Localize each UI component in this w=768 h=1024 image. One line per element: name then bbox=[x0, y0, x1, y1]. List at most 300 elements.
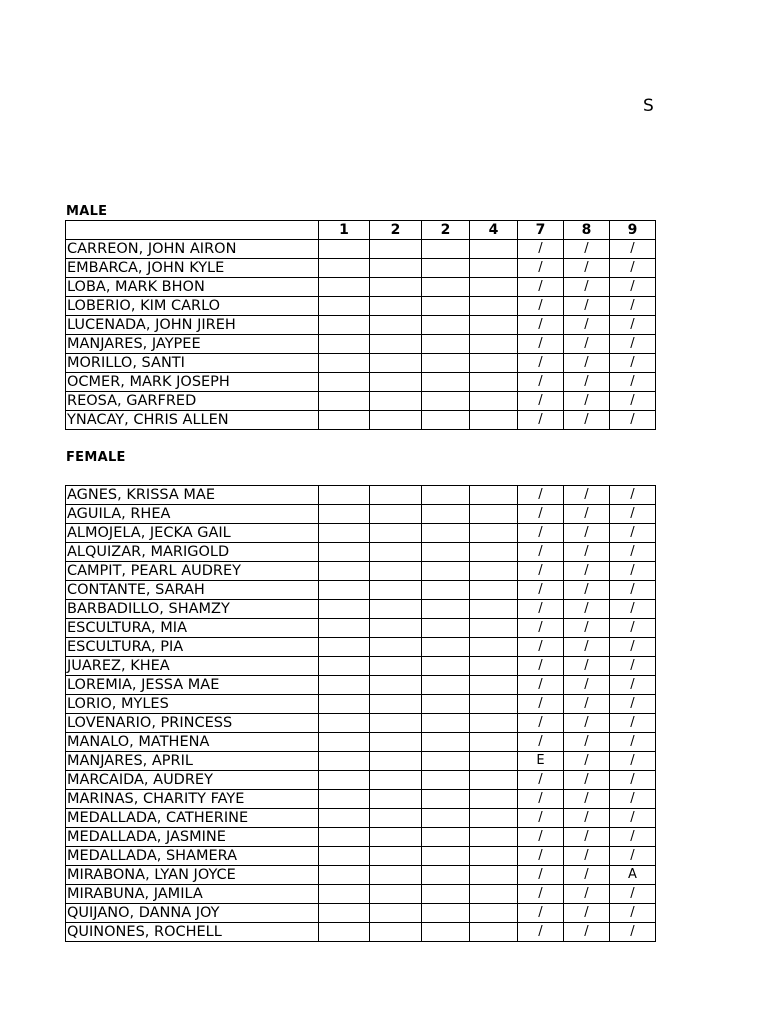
column-header: 1 bbox=[319, 221, 370, 240]
female-section-title: FEMALE bbox=[66, 450, 126, 465]
attendance-mark bbox=[470, 486, 518, 505]
attendance-mark: / bbox=[610, 790, 656, 809]
attendance-mark bbox=[422, 354, 470, 373]
attendance-mark bbox=[319, 505, 370, 524]
attendance-mark bbox=[319, 923, 370, 942]
attendance-mark bbox=[370, 411, 422, 430]
attendance-mark: / bbox=[610, 411, 656, 430]
student-name: AGNES, KRISSA MAE bbox=[66, 486, 319, 505]
attendance-mark bbox=[370, 904, 422, 923]
attendance-mark bbox=[319, 259, 370, 278]
student-name: CAMPIT, PEARL AUDREY bbox=[66, 562, 319, 581]
attendance-mark bbox=[370, 752, 422, 771]
attendance-mark bbox=[470, 676, 518, 695]
attendance-mark bbox=[422, 562, 470, 581]
attendance-mark bbox=[319, 562, 370, 581]
table-row bbox=[66, 505, 656, 524]
student-name: ESCULTURA, PIA bbox=[66, 638, 319, 657]
attendance-mark bbox=[422, 543, 470, 562]
attendance-mark: / bbox=[610, 335, 656, 354]
attendance-mark bbox=[470, 847, 518, 866]
attendance-mark bbox=[370, 335, 422, 354]
attendance-mark: / bbox=[564, 240, 610, 259]
attendance-mark bbox=[370, 885, 422, 904]
attendance-mark: / bbox=[518, 619, 564, 638]
male-attendance-table bbox=[65, 220, 656, 430]
table-row bbox=[66, 638, 656, 657]
male-section-title: MALE bbox=[66, 204, 108, 219]
attendance-mark: / bbox=[564, 676, 610, 695]
attendance-mark bbox=[422, 297, 470, 316]
attendance-mark: / bbox=[564, 562, 610, 581]
attendance-mark bbox=[319, 411, 370, 430]
attendance-mark bbox=[422, 866, 470, 885]
attendance-mark: / bbox=[518, 714, 564, 733]
attendance-mark: / bbox=[564, 278, 610, 297]
attendance-mark bbox=[319, 866, 370, 885]
attendance-mark bbox=[422, 676, 470, 695]
attendance-mark bbox=[470, 904, 518, 923]
attendance-mark: / bbox=[610, 543, 656, 562]
attendance-mark: / bbox=[518, 885, 564, 904]
table-row bbox=[66, 676, 656, 695]
attendance-mark bbox=[319, 714, 370, 733]
attendance-mark bbox=[422, 847, 470, 866]
attendance-mark bbox=[319, 847, 370, 866]
attendance-mark bbox=[470, 771, 518, 790]
table-row bbox=[66, 790, 656, 809]
table-row bbox=[66, 847, 656, 866]
attendance-mark bbox=[370, 392, 422, 411]
attendance-mark: / bbox=[564, 790, 610, 809]
attendance-mark bbox=[422, 923, 470, 942]
name-column-header bbox=[66, 221, 319, 240]
table-row bbox=[66, 809, 656, 828]
column-header: 2 bbox=[422, 221, 470, 240]
table-row bbox=[66, 923, 656, 942]
attendance-mark: / bbox=[564, 847, 610, 866]
attendance-mark: / bbox=[564, 297, 610, 316]
attendance-mark: / bbox=[564, 866, 610, 885]
student-name: MEDALLADA, SHAMERA bbox=[66, 847, 319, 866]
table-row bbox=[66, 752, 656, 771]
attendance-mark bbox=[422, 790, 470, 809]
attendance-mark bbox=[319, 885, 370, 904]
attendance-mark: / bbox=[518, 524, 564, 543]
attendance-mark bbox=[319, 373, 370, 392]
table-row bbox=[66, 297, 656, 316]
attendance-mark bbox=[319, 828, 370, 847]
attendance-mark: / bbox=[518, 695, 564, 714]
attendance-mark bbox=[422, 373, 470, 392]
attendance-mark bbox=[370, 619, 422, 638]
table-row bbox=[66, 392, 656, 411]
attendance-mark bbox=[319, 790, 370, 809]
attendance-mark: / bbox=[610, 771, 656, 790]
attendance-mark bbox=[370, 638, 422, 657]
column-header: 9 bbox=[610, 221, 656, 240]
male-header-row bbox=[66, 221, 656, 240]
student-name: LOBERIO, KIM CARLO bbox=[66, 297, 319, 316]
attendance-mark bbox=[319, 354, 370, 373]
attendance-mark: / bbox=[518, 278, 564, 297]
table-row bbox=[66, 316, 656, 335]
attendance-mark bbox=[470, 505, 518, 524]
attendance-mark: A bbox=[610, 866, 656, 885]
attendance-mark: / bbox=[518, 809, 564, 828]
attendance-mark bbox=[319, 619, 370, 638]
attendance-mark bbox=[422, 335, 470, 354]
attendance-mark: / bbox=[564, 486, 610, 505]
attendance-mark bbox=[319, 392, 370, 411]
attendance-mark bbox=[422, 316, 470, 335]
attendance-mark bbox=[422, 259, 470, 278]
attendance-mark: / bbox=[518, 297, 564, 316]
attendance-mark bbox=[470, 278, 518, 297]
table-row bbox=[66, 657, 656, 676]
attendance-mark: / bbox=[518, 486, 564, 505]
attendance-mark bbox=[319, 240, 370, 259]
attendance-mark: / bbox=[518, 866, 564, 885]
table-row bbox=[66, 714, 656, 733]
attendance-mark: / bbox=[610, 676, 656, 695]
attendance-mark bbox=[470, 809, 518, 828]
attendance-mark bbox=[422, 505, 470, 524]
student-name: YNACAY, CHRIS ALLEN bbox=[66, 411, 319, 430]
attendance-mark bbox=[319, 733, 370, 752]
attendance-mark bbox=[470, 411, 518, 430]
attendance-mark: / bbox=[518, 828, 564, 847]
attendance-mark: / bbox=[610, 923, 656, 942]
attendance-mark bbox=[422, 828, 470, 847]
attendance-mark: / bbox=[610, 278, 656, 297]
attendance-mark bbox=[470, 297, 518, 316]
student-name: BARBADILLO, SHAMZY bbox=[66, 600, 319, 619]
attendance-mark: / bbox=[518, 335, 564, 354]
table-row bbox=[66, 581, 656, 600]
attendance-mark: / bbox=[518, 562, 564, 581]
student-name: MANALO, MATHENA bbox=[66, 733, 319, 752]
female-table-body bbox=[66, 486, 656, 942]
attendance-mark: / bbox=[518, 354, 564, 373]
table-row bbox=[66, 335, 656, 354]
attendance-mark: / bbox=[610, 657, 656, 676]
attendance-mark bbox=[422, 809, 470, 828]
attendance-mark: / bbox=[518, 411, 564, 430]
attendance-mark: / bbox=[518, 543, 564, 562]
attendance-mark bbox=[370, 316, 422, 335]
attendance-mark: / bbox=[564, 638, 610, 657]
table-row bbox=[66, 828, 656, 847]
attendance-mark bbox=[319, 524, 370, 543]
student-name: MEDALLADA, JASMINE bbox=[66, 828, 319, 847]
attendance-mark: / bbox=[564, 505, 610, 524]
attendance-mark: / bbox=[518, 923, 564, 942]
attendance-mark: / bbox=[610, 354, 656, 373]
attendance-mark bbox=[370, 828, 422, 847]
corner-letter: S bbox=[643, 96, 654, 116]
attendance-mark bbox=[470, 733, 518, 752]
attendance-mark bbox=[422, 695, 470, 714]
attendance-mark bbox=[370, 866, 422, 885]
student-name: LOREMIA, JESSA MAE bbox=[66, 676, 319, 695]
attendance-mark: / bbox=[564, 619, 610, 638]
attendance-mark bbox=[470, 638, 518, 657]
attendance-mark bbox=[370, 373, 422, 392]
attendance-mark: / bbox=[518, 638, 564, 657]
attendance-mark bbox=[370, 354, 422, 373]
attendance-mark: / bbox=[610, 752, 656, 771]
student-name: LUCENADA, JOHN JIREH bbox=[66, 316, 319, 335]
attendance-mark: / bbox=[610, 847, 656, 866]
attendance-mark: / bbox=[564, 259, 610, 278]
attendance-mark: E bbox=[518, 752, 564, 771]
student-name: LOVENARIO, PRINCESS bbox=[66, 714, 319, 733]
attendance-mark: / bbox=[564, 657, 610, 676]
attendance-mark bbox=[470, 240, 518, 259]
attendance-mark: / bbox=[610, 809, 656, 828]
attendance-mark bbox=[470, 581, 518, 600]
attendance-mark bbox=[422, 600, 470, 619]
student-name: MANJARES, APRIL bbox=[66, 752, 319, 771]
attendance-mark bbox=[370, 714, 422, 733]
attendance-mark bbox=[370, 676, 422, 695]
student-name: EMBARCA, JOHN KYLE bbox=[66, 259, 319, 278]
attendance-mark: / bbox=[564, 335, 610, 354]
attendance-mark bbox=[422, 524, 470, 543]
table-row bbox=[66, 543, 656, 562]
attendance-mark bbox=[319, 695, 370, 714]
student-name: CARREON, JOHN AIRON bbox=[66, 240, 319, 259]
attendance-mark bbox=[470, 316, 518, 335]
table-row bbox=[66, 904, 656, 923]
attendance-mark: / bbox=[564, 392, 610, 411]
attendance-mark: / bbox=[518, 259, 564, 278]
attendance-mark bbox=[370, 657, 422, 676]
attendance-mark: / bbox=[610, 240, 656, 259]
attendance-mark: / bbox=[564, 714, 610, 733]
attendance-mark bbox=[370, 562, 422, 581]
attendance-mark bbox=[470, 335, 518, 354]
attendance-mark: / bbox=[518, 316, 564, 335]
attendance-mark: / bbox=[518, 771, 564, 790]
attendance-mark: / bbox=[564, 600, 610, 619]
table-row bbox=[66, 373, 656, 392]
attendance-mark: / bbox=[610, 392, 656, 411]
attendance-mark: / bbox=[564, 543, 610, 562]
attendance-mark bbox=[319, 676, 370, 695]
attendance-mark bbox=[319, 771, 370, 790]
table-row bbox=[66, 354, 656, 373]
attendance-mark bbox=[470, 752, 518, 771]
attendance-mark: / bbox=[610, 638, 656, 657]
student-name: OCMER, MARK JOSEPH bbox=[66, 373, 319, 392]
attendance-mark bbox=[470, 373, 518, 392]
attendance-mark: / bbox=[610, 733, 656, 752]
column-header: 2 bbox=[370, 221, 422, 240]
attendance-mark bbox=[470, 885, 518, 904]
attendance-mark bbox=[470, 619, 518, 638]
column-header: 4 bbox=[470, 221, 518, 240]
attendance-mark bbox=[470, 392, 518, 411]
table-row bbox=[66, 600, 656, 619]
table-row bbox=[66, 733, 656, 752]
attendance-mark bbox=[319, 335, 370, 354]
attendance-mark bbox=[319, 638, 370, 657]
student-name: MARCAIDA, AUDREY bbox=[66, 771, 319, 790]
attendance-mark bbox=[370, 259, 422, 278]
attendance-mark: / bbox=[564, 809, 610, 828]
student-name: CONTANTE, SARAH bbox=[66, 581, 319, 600]
student-name: QUIJANO, DANNA JOY bbox=[66, 904, 319, 923]
attendance-mark: / bbox=[610, 505, 656, 524]
attendance-mark bbox=[319, 543, 370, 562]
attendance-mark bbox=[422, 885, 470, 904]
attendance-mark bbox=[470, 923, 518, 942]
attendance-mark: / bbox=[518, 600, 564, 619]
table-row bbox=[66, 240, 656, 259]
attendance-mark: / bbox=[610, 562, 656, 581]
attendance-mark bbox=[422, 638, 470, 657]
attendance-mark bbox=[470, 714, 518, 733]
attendance-mark bbox=[370, 771, 422, 790]
attendance-mark: / bbox=[518, 904, 564, 923]
attendance-mark bbox=[370, 790, 422, 809]
attendance-mark bbox=[470, 866, 518, 885]
student-name: QUINONES, ROCHELL bbox=[66, 923, 319, 942]
table-row bbox=[66, 278, 656, 297]
attendance-mark bbox=[370, 524, 422, 543]
attendance-mark bbox=[370, 505, 422, 524]
attendance-mark bbox=[422, 240, 470, 259]
attendance-mark bbox=[319, 316, 370, 335]
attendance-mark: / bbox=[564, 524, 610, 543]
attendance-mark bbox=[422, 714, 470, 733]
attendance-mark: / bbox=[564, 885, 610, 904]
attendance-mark: / bbox=[518, 847, 564, 866]
student-name: JUAREZ, KHEA bbox=[66, 657, 319, 676]
attendance-mark bbox=[422, 486, 470, 505]
attendance-mark bbox=[319, 809, 370, 828]
attendance-mark: / bbox=[564, 316, 610, 335]
attendance-mark bbox=[370, 543, 422, 562]
attendance-mark bbox=[319, 581, 370, 600]
attendance-mark bbox=[370, 278, 422, 297]
attendance-mark: / bbox=[564, 904, 610, 923]
table-row bbox=[66, 695, 656, 714]
attendance-mark bbox=[319, 297, 370, 316]
attendance-mark bbox=[370, 486, 422, 505]
attendance-mark bbox=[422, 278, 470, 297]
table-row bbox=[66, 259, 656, 278]
student-name: ESCULTURA, MIA bbox=[66, 619, 319, 638]
attendance-mark: / bbox=[564, 581, 610, 600]
attendance-mark: / bbox=[610, 885, 656, 904]
attendance-mark bbox=[370, 581, 422, 600]
attendance-mark: / bbox=[518, 392, 564, 411]
student-name: AGUILA, RHEA bbox=[66, 505, 319, 524]
attendance-mark: / bbox=[610, 714, 656, 733]
male-table-body bbox=[66, 240, 656, 430]
attendance-mark: / bbox=[564, 752, 610, 771]
attendance-mark bbox=[422, 619, 470, 638]
attendance-mark bbox=[422, 392, 470, 411]
attendance-mark bbox=[370, 695, 422, 714]
student-name: MARINAS, CHARITY FAYE bbox=[66, 790, 319, 809]
attendance-mark: / bbox=[610, 297, 656, 316]
attendance-mark bbox=[370, 733, 422, 752]
attendance-mark: / bbox=[518, 657, 564, 676]
attendance-mark: / bbox=[610, 828, 656, 847]
attendance-mark bbox=[470, 790, 518, 809]
attendance-mark: / bbox=[610, 486, 656, 505]
attendance-mark: / bbox=[564, 695, 610, 714]
attendance-mark bbox=[370, 240, 422, 259]
attendance-mark: / bbox=[610, 581, 656, 600]
attendance-mark bbox=[319, 657, 370, 676]
attendance-mark bbox=[422, 411, 470, 430]
attendance-mark: / bbox=[564, 373, 610, 392]
attendance-mark bbox=[319, 904, 370, 923]
student-name: MEDALLADA, CATHERINE bbox=[66, 809, 319, 828]
attendance-mark bbox=[370, 923, 422, 942]
attendance-mark: / bbox=[610, 600, 656, 619]
student-name: ALQUIZAR, MARIGOLD bbox=[66, 543, 319, 562]
attendance-mark: / bbox=[564, 771, 610, 790]
attendance-mark: / bbox=[610, 316, 656, 335]
attendance-mark: / bbox=[564, 923, 610, 942]
student-name: LORIO, MYLES bbox=[66, 695, 319, 714]
table-row bbox=[66, 866, 656, 885]
table-row bbox=[66, 562, 656, 581]
attendance-mark bbox=[470, 524, 518, 543]
attendance-mark: / bbox=[518, 676, 564, 695]
attendance-mark bbox=[470, 657, 518, 676]
table-row bbox=[66, 411, 656, 430]
attendance-mark bbox=[370, 809, 422, 828]
table-row bbox=[66, 619, 656, 638]
student-name: ALMOJELA, JECKA GAIL bbox=[66, 524, 319, 543]
female-attendance-table bbox=[65, 485, 656, 942]
attendance-mark bbox=[470, 543, 518, 562]
column-header: 7 bbox=[518, 221, 564, 240]
attendance-mark bbox=[422, 752, 470, 771]
attendance-mark bbox=[470, 600, 518, 619]
attendance-mark: / bbox=[564, 828, 610, 847]
attendance-mark: / bbox=[518, 373, 564, 392]
student-name: REOSA, GARFRED bbox=[66, 392, 319, 411]
attendance-mark bbox=[470, 828, 518, 847]
attendance-mark: / bbox=[518, 790, 564, 809]
attendance-mark: / bbox=[564, 354, 610, 373]
attendance-mark bbox=[422, 771, 470, 790]
attendance-mark: / bbox=[610, 619, 656, 638]
column-header: 8 bbox=[564, 221, 610, 240]
attendance-mark: / bbox=[518, 505, 564, 524]
attendance-mark: / bbox=[518, 240, 564, 259]
student-name: MIRABONA, LYAN JOYCE bbox=[66, 866, 319, 885]
attendance-mark: / bbox=[610, 904, 656, 923]
attendance-mark bbox=[370, 847, 422, 866]
student-name: MANJARES, JAYPEE bbox=[66, 335, 319, 354]
attendance-mark bbox=[319, 486, 370, 505]
attendance-mark: / bbox=[518, 733, 564, 752]
table-row bbox=[66, 486, 656, 505]
attendance-mark bbox=[470, 695, 518, 714]
attendance-mark bbox=[422, 733, 470, 752]
attendance-mark bbox=[470, 354, 518, 373]
attendance-mark: / bbox=[610, 524, 656, 543]
